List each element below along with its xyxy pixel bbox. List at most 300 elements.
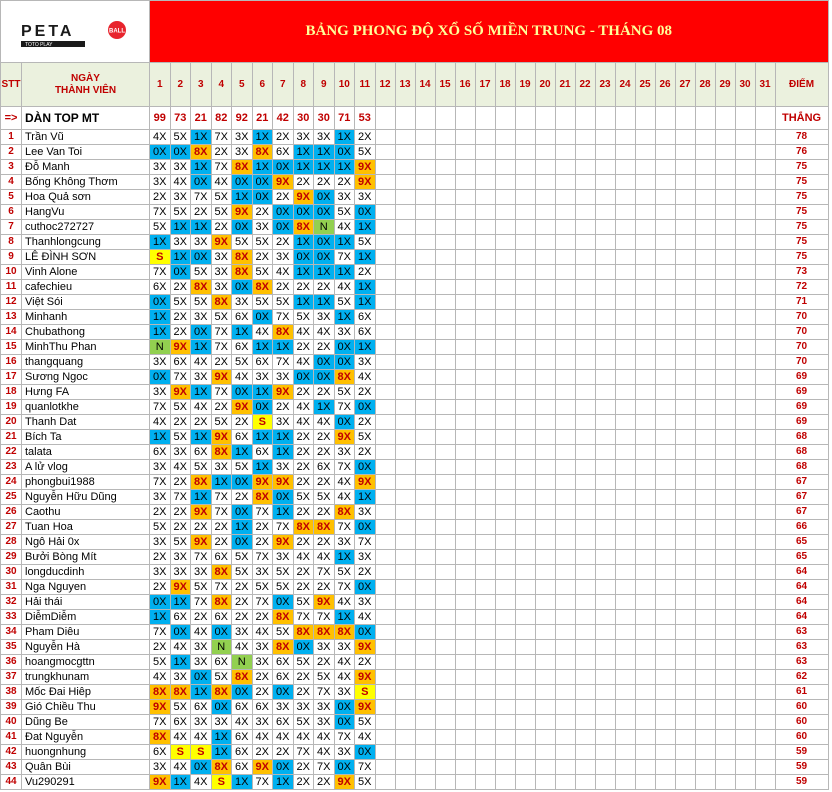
member-name: Thanh Dat	[22, 415, 150, 430]
day-cell	[755, 535, 775, 550]
day-cell	[395, 160, 415, 175]
day-cell: 0X	[334, 760, 355, 775]
member-name: A lử vlog	[22, 460, 150, 475]
day-cell	[495, 325, 515, 340]
day-cell: 3X	[150, 535, 171, 550]
day-cell: 5X	[211, 310, 232, 325]
day-cell	[575, 160, 595, 175]
day-cell: 5X	[170, 400, 191, 415]
day-cell	[535, 685, 555, 700]
day-cell	[455, 280, 475, 295]
header-stt: STT	[1, 63, 22, 107]
day-cell	[515, 205, 535, 220]
day-cell: 9X	[355, 640, 376, 655]
day-cell	[495, 250, 515, 265]
day-cell	[635, 670, 655, 685]
day-cell	[655, 580, 675, 595]
header-day: 4	[211, 63, 232, 107]
day-cell: 8X	[293, 625, 314, 640]
day-cell	[555, 415, 575, 430]
member-name: Nguyễn Hữu Dũng	[22, 490, 150, 505]
day-cell	[515, 715, 535, 730]
day-cell	[735, 475, 755, 490]
day-cell: 0X	[293, 250, 314, 265]
top-value-cell: 92	[232, 107, 253, 130]
day-cell: 0X	[293, 370, 314, 385]
day-cell: 7X	[150, 205, 171, 220]
day-cell: 3X	[170, 445, 191, 460]
day-cell	[655, 175, 675, 190]
day-cell: 3X	[273, 700, 294, 715]
top-value-cell: 82	[211, 107, 232, 130]
day-cell	[655, 310, 675, 325]
day-cell: 4X	[211, 175, 232, 190]
day-cell: 3X	[170, 550, 191, 565]
day-cell	[575, 415, 595, 430]
table-row	[1, 445, 829, 460]
day-cell	[615, 595, 635, 610]
day-cell	[635, 505, 655, 520]
day-cell: 5X	[293, 655, 314, 670]
day-cell	[435, 145, 455, 160]
day-cell	[375, 745, 395, 760]
day-cell	[575, 700, 595, 715]
day-cell	[695, 205, 715, 220]
day-cell: 4X	[150, 415, 171, 430]
table-row	[1, 460, 829, 475]
day-cell	[735, 160, 755, 175]
day-cell	[715, 550, 735, 565]
day-cell	[475, 700, 495, 715]
day-cell: 9X	[355, 175, 376, 190]
table-row	[1, 490, 829, 505]
day-cell	[715, 430, 735, 445]
table-row	[1, 550, 829, 565]
day-cell	[675, 745, 695, 760]
day-cell	[715, 355, 735, 370]
day-cell	[415, 385, 435, 400]
day-cell	[415, 220, 435, 235]
day-cell: 4X	[273, 730, 294, 745]
day-cell	[395, 580, 415, 595]
member-points: 66	[775, 520, 828, 535]
day-cell	[615, 310, 635, 325]
day-cell	[455, 580, 475, 595]
day-cell	[375, 385, 395, 400]
day-cell	[455, 505, 475, 520]
day-cell	[375, 715, 395, 730]
top-value-cell	[655, 107, 675, 130]
day-cell	[515, 400, 535, 415]
member-points: 65	[775, 535, 828, 550]
day-cell	[495, 700, 515, 715]
day-cell	[755, 175, 775, 190]
day-cell	[655, 460, 675, 475]
day-cell	[375, 400, 395, 415]
day-cell	[715, 775, 735, 790]
table-row	[1, 280, 829, 295]
day-cell	[455, 175, 475, 190]
day-cell	[415, 625, 435, 640]
member-points: 67	[775, 505, 828, 520]
day-cell: 3X	[211, 250, 232, 265]
day-cell	[735, 580, 755, 595]
day-cell	[575, 760, 595, 775]
day-cell	[635, 415, 655, 430]
day-cell: N	[150, 340, 171, 355]
day-cell	[475, 625, 495, 640]
member-points: 59	[775, 745, 828, 760]
day-cell	[555, 160, 575, 175]
day-cell	[555, 475, 575, 490]
day-cell	[415, 730, 435, 745]
member-name: Bưởi Bòng Mít	[22, 550, 150, 565]
day-cell	[555, 595, 575, 610]
day-cell	[755, 445, 775, 460]
day-cell	[715, 535, 735, 550]
day-cell: 8X	[252, 490, 273, 505]
day-cell	[615, 235, 635, 250]
day-cell	[455, 595, 475, 610]
row-stt: 34	[1, 625, 22, 640]
day-cell: 9X	[355, 700, 376, 715]
day-cell	[595, 625, 615, 640]
row-stt: 12	[1, 295, 22, 310]
day-cell	[735, 415, 755, 430]
day-cell	[555, 655, 575, 670]
day-cell	[435, 130, 455, 145]
day-cell	[495, 130, 515, 145]
row-stt: 28	[1, 535, 22, 550]
day-cell: 6X	[252, 355, 273, 370]
day-cell	[735, 280, 755, 295]
day-cell	[455, 655, 475, 670]
day-cell	[535, 325, 555, 340]
member-name: Vu290291	[22, 775, 150, 790]
day-cell: 0X	[232, 535, 253, 550]
member-name: DiễmDiễm	[22, 610, 150, 625]
day-cell	[735, 655, 755, 670]
day-cell	[695, 295, 715, 310]
day-cell	[755, 685, 775, 700]
day-cell: 5X	[211, 670, 232, 685]
day-cell: 2X	[211, 400, 232, 415]
day-cell: 0X	[334, 715, 355, 730]
table-row	[1, 340, 829, 355]
day-cell	[375, 610, 395, 625]
day-cell	[435, 490, 455, 505]
day-cell: 1X	[191, 430, 212, 445]
day-cell: 8X	[273, 325, 294, 340]
day-cell	[595, 370, 615, 385]
day-cell: 2X	[293, 175, 314, 190]
day-cell	[515, 310, 535, 325]
day-cell	[515, 460, 535, 475]
row-stt: 33	[1, 610, 22, 625]
day-cell	[655, 670, 675, 685]
day-cell	[655, 535, 675, 550]
day-cell: 5X	[211, 415, 232, 430]
day-cell: 5X	[211, 190, 232, 205]
day-cell: 4X	[170, 730, 191, 745]
day-cell: 7X	[334, 460, 355, 475]
member-name: Quân Bùi	[22, 760, 150, 775]
day-cell: 9X	[273, 385, 294, 400]
day-cell	[635, 745, 655, 760]
day-cell: 1X	[232, 775, 253, 790]
day-cell: 7X	[170, 490, 191, 505]
day-cell	[695, 550, 715, 565]
header-name-line2: THÀNH VIÊN	[54, 84, 117, 96]
day-cell	[695, 640, 715, 655]
day-cell: 0X	[150, 595, 171, 610]
day-cell: 3X	[150, 565, 171, 580]
member-name: Việt Sói	[22, 295, 150, 310]
member-name: Lee Van Toi	[22, 145, 150, 160]
top-value-cell	[615, 107, 635, 130]
day-cell	[715, 490, 735, 505]
day-cell: 3X	[355, 355, 376, 370]
day-cell	[495, 235, 515, 250]
day-cell: 5X	[273, 625, 294, 640]
member-name: Đỗ Manh	[22, 160, 150, 175]
row-stt: 27	[1, 520, 22, 535]
day-cell: 3X	[170, 670, 191, 685]
day-cell	[675, 400, 695, 415]
day-cell	[535, 280, 555, 295]
day-cell: 4X	[232, 715, 253, 730]
member-name: Nga Nguyen	[22, 580, 150, 595]
day-cell	[495, 760, 515, 775]
day-cell: 8X	[252, 145, 273, 160]
day-cell	[575, 355, 595, 370]
day-cell: 3X	[334, 445, 355, 460]
day-cell	[395, 715, 415, 730]
day-cell	[555, 490, 575, 505]
table-row	[1, 160, 829, 175]
day-cell: 7X	[211, 325, 232, 340]
day-cell	[535, 655, 555, 670]
day-cell	[495, 460, 515, 475]
day-cell: S	[355, 685, 376, 700]
day-cell: 2X	[252, 610, 273, 625]
day-cell	[675, 265, 695, 280]
day-cell	[435, 340, 455, 355]
day-cell	[715, 685, 735, 700]
day-cell: 4X	[252, 730, 273, 745]
day-cell: 4X	[334, 670, 355, 685]
day-cell	[735, 625, 755, 640]
day-cell	[575, 400, 595, 415]
day-cell	[615, 145, 635, 160]
day-cell	[755, 490, 775, 505]
day-cell: 0X	[232, 175, 253, 190]
day-cell	[435, 535, 455, 550]
member-name: Bống Không Thơm	[22, 175, 150, 190]
day-cell: 1X	[211, 475, 232, 490]
table-row	[1, 430, 829, 445]
day-cell	[675, 175, 695, 190]
day-cell	[395, 325, 415, 340]
day-cell: 7X	[150, 400, 171, 415]
row-stt: 6	[1, 205, 22, 220]
day-cell	[735, 235, 755, 250]
day-cell: 5X	[170, 430, 191, 445]
day-cell	[575, 730, 595, 745]
day-cell	[515, 445, 535, 460]
day-cell	[735, 535, 755, 550]
day-cell	[655, 775, 675, 790]
day-cell	[435, 460, 455, 475]
day-cell: 3X	[293, 130, 314, 145]
day-cell	[535, 475, 555, 490]
day-cell	[635, 400, 655, 415]
day-cell: 4X	[334, 475, 355, 490]
day-cell	[575, 220, 595, 235]
day-cell: 3X	[232, 145, 253, 160]
day-cell: 6X	[232, 730, 253, 745]
day-cell	[715, 505, 735, 520]
row-stt: 14	[1, 325, 22, 340]
row-stt: 19	[1, 400, 22, 415]
day-cell	[635, 265, 655, 280]
day-cell	[515, 670, 535, 685]
day-cell	[755, 655, 775, 670]
table-row	[1, 580, 829, 595]
day-cell	[455, 685, 475, 700]
day-cell: 5X	[191, 460, 212, 475]
day-cell: 2X	[273, 280, 294, 295]
member-points: 61	[775, 685, 828, 700]
day-cell: 0X	[273, 760, 294, 775]
day-cell	[515, 280, 535, 295]
day-cell	[515, 490, 535, 505]
day-cell	[635, 145, 655, 160]
day-cell	[495, 265, 515, 280]
day-cell: 2X	[355, 565, 376, 580]
day-cell	[635, 610, 655, 625]
day-cell	[375, 235, 395, 250]
day-cell: 4X	[334, 490, 355, 505]
day-cell: 3X	[191, 310, 212, 325]
day-cell: S	[252, 415, 273, 430]
day-cell: 3X	[191, 235, 212, 250]
member-points: 70	[775, 325, 828, 340]
day-cell: 5X	[314, 490, 335, 505]
header-day: 15	[435, 63, 455, 107]
day-cell	[635, 700, 655, 715]
day-cell: 6X	[273, 655, 294, 670]
day-cell: 8X	[252, 280, 273, 295]
day-cell	[375, 190, 395, 205]
day-cell: 6X	[273, 145, 294, 160]
day-cell	[755, 475, 775, 490]
day-cell	[475, 310, 495, 325]
day-cell	[715, 610, 735, 625]
day-cell: 5X	[355, 715, 376, 730]
day-cell	[415, 310, 435, 325]
day-cell	[515, 760, 535, 775]
day-cell	[495, 430, 515, 445]
day-cell	[575, 550, 595, 565]
day-cell	[495, 775, 515, 790]
member-points: 73	[775, 265, 828, 280]
day-cell: 6X	[355, 325, 376, 340]
day-cell: 0X	[252, 190, 273, 205]
day-cell	[475, 730, 495, 745]
day-cell	[375, 310, 395, 325]
day-cell: 0X	[293, 205, 314, 220]
day-cell: 0X	[232, 475, 253, 490]
row-stt: 23	[1, 460, 22, 475]
member-points: 67	[775, 490, 828, 505]
day-cell	[475, 760, 495, 775]
day-cell: 3X	[150, 355, 171, 370]
day-cell	[655, 325, 675, 340]
day-cell	[735, 460, 755, 475]
day-cell	[395, 220, 415, 235]
day-cell	[475, 175, 495, 190]
row-stt: 4	[1, 175, 22, 190]
day-cell: 1X	[232, 520, 253, 535]
day-cell: 9X	[232, 205, 253, 220]
day-cell: 1X	[191, 490, 212, 505]
day-cell	[575, 250, 595, 265]
day-cell	[655, 745, 675, 760]
day-cell	[675, 475, 695, 490]
day-cell	[635, 625, 655, 640]
day-cell	[695, 520, 715, 535]
day-cell	[595, 130, 615, 145]
day-cell: 4X	[252, 325, 273, 340]
day-cell	[475, 475, 495, 490]
day-cell	[475, 250, 495, 265]
day-cell	[675, 775, 695, 790]
day-cell	[655, 655, 675, 670]
day-cell	[395, 700, 415, 715]
day-cell	[455, 220, 475, 235]
day-cell	[475, 535, 495, 550]
day-cell	[455, 775, 475, 790]
day-cell	[575, 625, 595, 640]
day-cell: 2X	[252, 205, 273, 220]
day-cell	[435, 160, 455, 175]
day-cell	[415, 430, 435, 445]
day-cell: 3X	[252, 655, 273, 670]
day-cell	[595, 685, 615, 700]
day-cell: 9X	[211, 430, 232, 445]
header-day: 16	[455, 63, 475, 107]
row-stt: 42	[1, 745, 22, 760]
day-cell: 8X	[211, 295, 232, 310]
member-points: 67	[775, 475, 828, 490]
day-cell	[615, 685, 635, 700]
day-cell: 7X	[211, 340, 232, 355]
day-cell	[455, 340, 475, 355]
day-cell	[635, 355, 655, 370]
day-cell: 5X	[252, 580, 273, 595]
day-cell: 2X	[314, 775, 335, 790]
day-cell	[575, 595, 595, 610]
day-cell	[655, 415, 675, 430]
day-cell	[575, 670, 595, 685]
header-day: 1	[150, 63, 171, 107]
day-cell: 0X	[334, 340, 355, 355]
day-cell	[695, 490, 715, 505]
day-cell: 8X	[232, 265, 253, 280]
day-cell	[535, 505, 555, 520]
day-cell	[555, 730, 575, 745]
